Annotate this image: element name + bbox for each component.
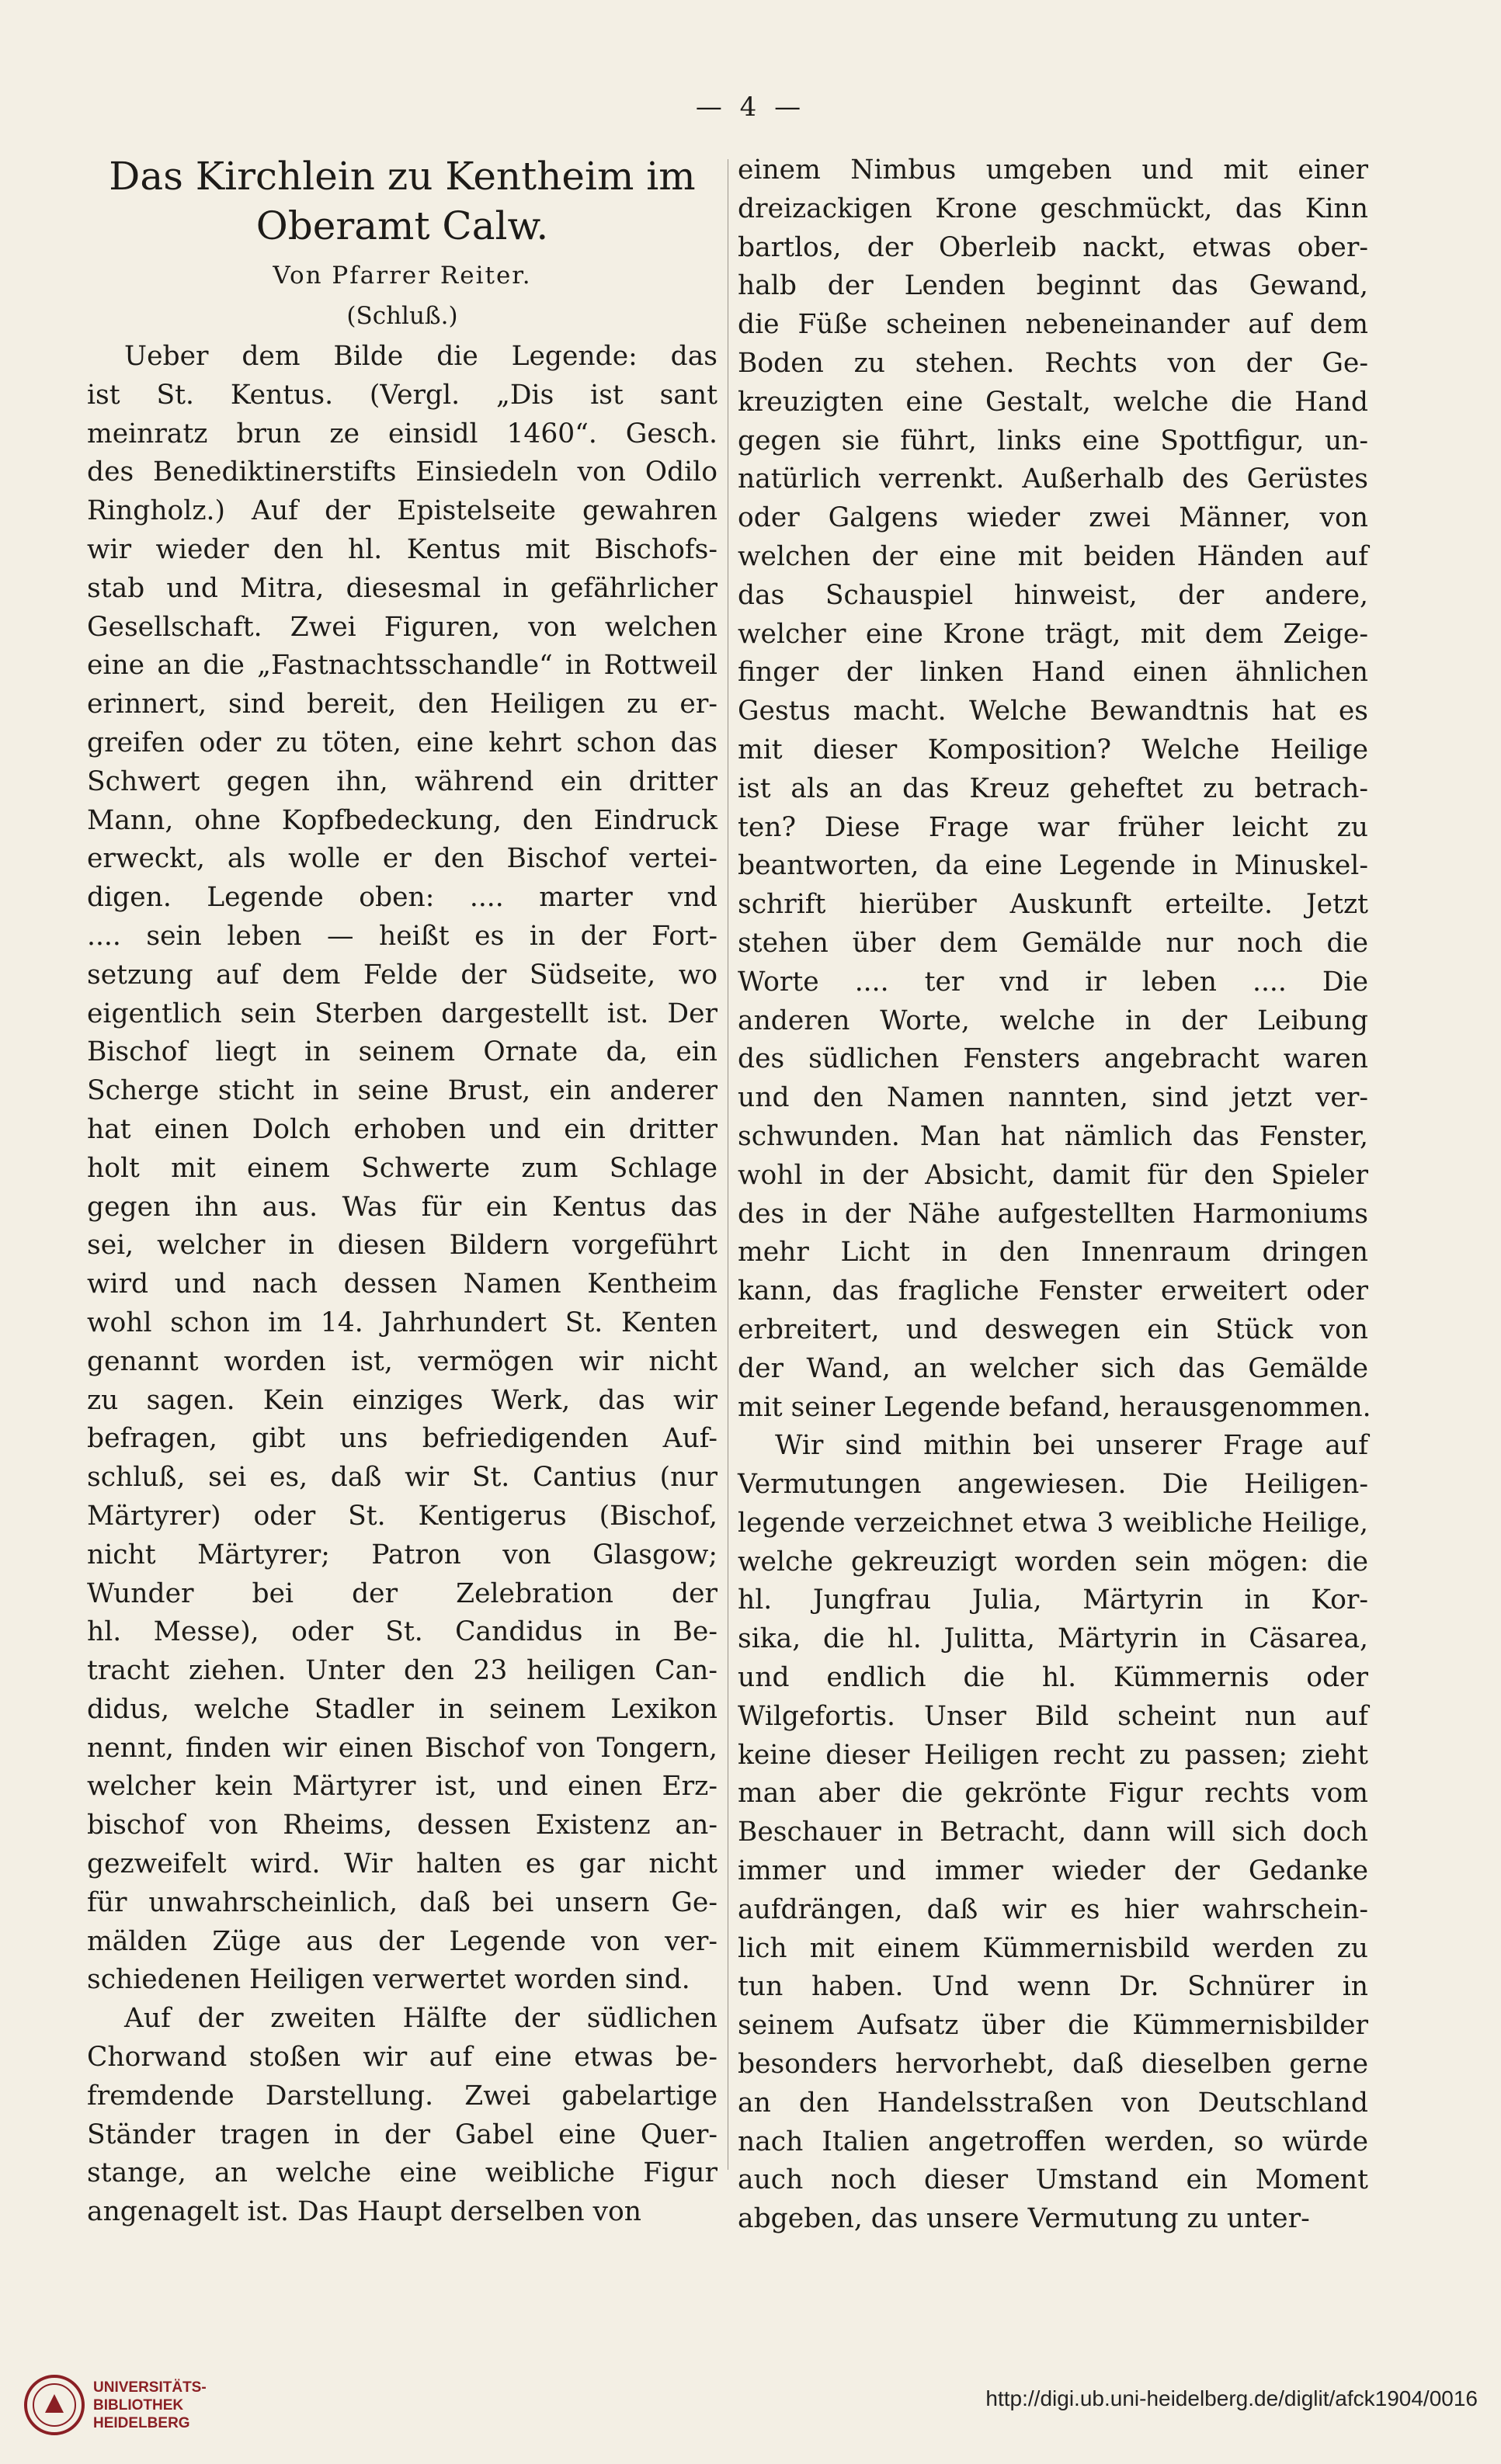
text-line: kreuzigten eine Gestalt, welche die Hand <box>738 386 1368 418</box>
left-paragraph <box>87 338 717 2000</box>
text-line: Chorwand stoßen wir auf eine etwas be- <box>87 2042 717 2074</box>
right-column <box>738 151 1371 2239</box>
text-line: befragen, gibt uns befriedigenden Auf- <box>87 1423 717 1455</box>
text-line: hl. Messe), oder St. Candidus in Be- <box>87 1616 717 1648</box>
right-body <box>738 151 1371 2239</box>
source-url-link[interactable]: http://digi.ub.uni-heidelberg.de/diglit/afck1904/0016 <box>985 2386 1478 2410</box>
text-line: Wir sind mithin bei unserer Frage auf <box>775 1430 1368 1462</box>
text-line: sika, die hl. Julitta, Märtyrin in Cäsarea, <box>738 1623 1368 1655</box>
left-column <box>87 151 717 2232</box>
text-line: legende verzeichnet etwa 3 weibliche Heilige, <box>738 1507 1368 1539</box>
article-title <box>87 151 717 251</box>
library-name-line-2: BIBLIOTHEK <box>93 2396 184 2414</box>
text-line: gegen ihn aus. Was für ein Kentus das <box>87 1191 717 1223</box>
text-line: welcher kein Märtyrer ist, und einen Erz- <box>87 1771 717 1803</box>
text-line: Ringholz.) Auf der Epistelseite gewahren <box>87 495 717 527</box>
text-line: des südlichen Fensters angebracht waren <box>738 1043 1368 1075</box>
text-line: nennt, finden wir einen Bischof von Tongern, <box>87 1732 717 1764</box>
text-line: tracht ziehen. Unter den 23 heiligen Can- <box>87 1655 717 1687</box>
text-line: Märtyrer) oder St. Kentigerus (Bischof, <box>87 1500 717 1532</box>
text-line: stehen über dem Gemälde nur noch die <box>738 927 1368 959</box>
text-line: wird und nach dessen Namen Kentheim <box>87 1268 717 1300</box>
text-line: Wunder bei der Zelebration der <box>87 1577 717 1609</box>
text-line: Bischof liegt in seinem Ornate da, ein <box>87 1036 717 1068</box>
text-line: gegen sie führt, links eine Spottfigur, un- <box>738 425 1368 456</box>
text-line: erbreitert, und deswegen ein Stück von <box>738 1314 1368 1345</box>
text-line: seinem Aufsatz über die Kümmernisbilder <box>738 2010 1368 2042</box>
text-line: besonders hervorhebt, daß dieselben gerne <box>738 2049 1368 2081</box>
text-line: wohl schon im 14. Jahrhundert St. Kenten <box>87 1307 717 1338</box>
left-body <box>87 338 717 2232</box>
text-line: man aber die gekrönte Figur rechts vom <box>738 1778 1368 1810</box>
footer <box>0 2368 1501 2464</box>
text-line: Ständer tragen in der Gabel eine Quer- <box>87 2119 717 2150</box>
text-line: Boden zu stehen. Rechts von der Ge- <box>738 347 1368 379</box>
text-line: wohl in der Absicht, damit für den Spieler <box>738 1159 1368 1191</box>
text-line: oder Galgens wieder zwei Männer, von <box>738 502 1368 534</box>
text-line: die Füße scheinen nebeneinander auf dem <box>738 309 1368 341</box>
text-line: finger der linken Hand einen ähnlichen <box>738 657 1368 689</box>
text-line: eigentlich sein Sterben dargestellt ist. Der <box>87 998 717 1029</box>
text-line: setzung auf dem Felde der Südseite, wo <box>87 959 717 991</box>
text-line: welchen der eine mit beiden Händen auf <box>738 540 1368 572</box>
text-line: dreizackigen Krone geschmückt, das Kinn <box>738 193 1368 224</box>
text-line: aufdrängen, daß wir es hier wahrschein- <box>738 1893 1368 1925</box>
text-line: erweckt, als wolle er den Bischof vertei- <box>87 843 717 875</box>
text-line: Worte .... ter vnd ir leben .... Die <box>738 966 1368 998</box>
title-line-2: Oberamt Calw. <box>255 203 549 248</box>
text-line: nach Italien angetroffen werden, so würde <box>738 2126 1368 2157</box>
text-line: einem Nimbus umgeben und mit einer <box>738 154 1368 186</box>
text-line: bischof von Rheims, dessen Existenz an- <box>87 1810 717 1841</box>
text-line: mit dieser Komposition? Welche Heilige <box>738 734 1368 765</box>
text-line: didus, welche Stadler in seinem Lexikon <box>87 1693 717 1725</box>
text-line: wir wieder den hl. Kentus mit Bischofs- <box>87 533 717 565</box>
text-line: schwunden. Man hat nämlich das Fenster, <box>738 1120 1368 1152</box>
text-line: Ueber dem Bilde die Legende: das <box>124 341 717 372</box>
text-line: Schwert gegen ihn, während ein dritter <box>87 765 717 797</box>
text-line: bartlos, der Oberleib nackt, etwas ober- <box>738 231 1368 263</box>
text-line: sei, welcher in diesen Bildern vorgeführt <box>87 1230 717 1261</box>
text-line: gezweifelt wird. Wir halten es gar nicht <box>87 1848 717 1880</box>
right-paragraph <box>738 1427 1368 2239</box>
text-line: auch noch dieser Umstand ein Moment <box>738 2164 1368 2196</box>
text-line: erinnert, sind bereit, den Heiligen zu er- <box>87 689 717 720</box>
text-line: an den Handelsstraßen von Deutschland <box>738 2087 1368 2119</box>
text-line: mälden Züge aus der Legende von ver- <box>87 1925 717 1957</box>
text-line: holt mit einem Schwerte zum Schlage <box>87 1152 717 1184</box>
text-line: ist St. Kentus. (Vergl. „Dis ist sant <box>87 379 717 411</box>
library-seal-icon <box>23 2372 85 2438</box>
text-line: angenagelt ist. Das Haupt derselben von <box>87 2196 641 2228</box>
text-line: Beschauer in Betracht, dann will sich doch <box>738 1817 1368 1848</box>
text-line: kann, das fragliche Fenster erweitert oder <box>738 1275 1368 1307</box>
text-line: digen. Legende oben: .... marter vnd <box>87 882 717 914</box>
text-line: abgeben, das unsere Vermutung zu unter- <box>738 2203 1310 2235</box>
text-line: des Benediktinerstifts Einsiedeln von Odilo <box>87 456 717 488</box>
text-line: genannt worden ist, vermögen wir nicht <box>87 1345 717 1377</box>
text-line: Gesellschaft. Zwei Figuren, von welchen <box>87 611 717 643</box>
right-paragraph <box>738 151 1371 1427</box>
text-line: Auf der zweiten Hälfte der südlichen <box>124 2003 717 2035</box>
text-line: ten? Diese Frage war früher leicht zu <box>738 811 1368 843</box>
text-line: schiedenen Heiligen verwertet worden sind. <box>87 1964 690 1996</box>
library-name <box>93 2379 207 2432</box>
text-line: und endlich die hl. Kümmernis oder <box>738 1662 1368 1694</box>
title-line-1: Das Kirchlein zu Kentheim im <box>109 154 696 199</box>
left-paragraph <box>87 2000 717 2232</box>
text-line: der Wand, an welcher sich das Gemälde <box>738 1352 1368 1384</box>
text-line: meinratz brun ze einsidl 1460“. Gesch. <box>87 418 717 449</box>
text-line: Scherge sticht in seine Brust, ein anderer <box>87 1075 717 1107</box>
library-name-line-3: HEIDELBERG <box>93 2414 190 2431</box>
text-line: anderen Worte, welche in der Leibung <box>738 1005 1368 1036</box>
text-line: keine dieser Heiligen recht zu passen; zieht <box>738 1739 1368 1771</box>
text-line: immer und immer wieder der Gedanke <box>738 1855 1368 1887</box>
text-line: hl. Jungfrau Julia, Märtyrin in Kor- <box>738 1584 1368 1616</box>
text-line: .... sein leben — heißt es in der Fort- <box>87 920 717 952</box>
text-line: stange, an welche eine weibliche Figur <box>87 2157 717 2189</box>
text-line: nicht Märtyrer; Patron von Glasgow; <box>87 1539 717 1570</box>
text-line: welcher eine Krone trägt, mit dem Zeige- <box>738 618 1368 650</box>
text-line: und den Namen nannten, sind jetzt ver- <box>738 1082 1368 1114</box>
library-name-line-1: UNIVERSITÄTS- <box>93 2379 207 2396</box>
text-line: hat einen Dolch erhoben und ein dritter <box>87 1113 717 1145</box>
text-line: tun haben. Und wenn Dr. Schnürer in <box>738 1971 1368 2003</box>
continuation-note: (Schluß.) <box>346 302 458 330</box>
text-line: natürlich verrenkt. Außerhalb des Gerüstes <box>738 463 1368 495</box>
text-line: greifen oder zu töten, eine kehrt schon das <box>87 727 717 758</box>
text-line: Vermutungen angewiesen. Die Heiligen- <box>738 1469 1368 1501</box>
text-line: des in der Nähe aufgestellten Harmoniums <box>738 1198 1368 1230</box>
text-line: fremdende Darstellung. Zwei gabelartige <box>87 2080 717 2112</box>
text-line: welche gekreuzigt worden sein mögen: die <box>738 1546 1368 1577</box>
text-line: stab und Mitra, diesesmal in gefährlicher <box>87 572 717 604</box>
text-line: zu sagen. Kein einziges Werk, das wir <box>87 1384 717 1416</box>
text-line: Wilgefortis. Unser Bild scheint nun auf <box>738 1700 1368 1732</box>
text-line: halb der Lenden beginnt das Gewand, <box>738 270 1368 302</box>
text-line: Gestus macht. Welche Bewandtnis hat es <box>738 696 1368 727</box>
text-line: mehr Licht in den Innenraum dringen <box>738 1237 1368 1268</box>
text-line: eine an die „Fastnachtsschandle“ in Rottweil <box>87 650 717 682</box>
text-line: Mann, ohne Kopfbedeckung, den Eindruck <box>87 804 717 836</box>
text-line: mit seiner Legende befand, herausgenommen. <box>738 1391 1371 1423</box>
page-number: — 4 — <box>695 92 806 123</box>
text-line: schrift hierüber Auskunft erteilte. Jetzt <box>738 889 1368 921</box>
text-line: schluß, sei es, daß wir St. Cantius (nur <box>87 1462 717 1494</box>
article-author: Von Pfarrer Reiter. <box>273 262 532 290</box>
text-line: für unwahrscheinlich, daß bei unsern Ge- <box>87 1886 717 1918</box>
text-line: ist als an das Kreuz geheftet zu betrach- <box>738 772 1368 804</box>
library-logo <box>23 2372 207 2438</box>
text-line: lich mit einem Kümmernisbild werden zu <box>738 1932 1368 1964</box>
text-line: beantworten, da eine Legende in Minuskel- <box>738 850 1368 882</box>
text-line: das Schauspiel hinweist, der andere, <box>738 579 1368 611</box>
